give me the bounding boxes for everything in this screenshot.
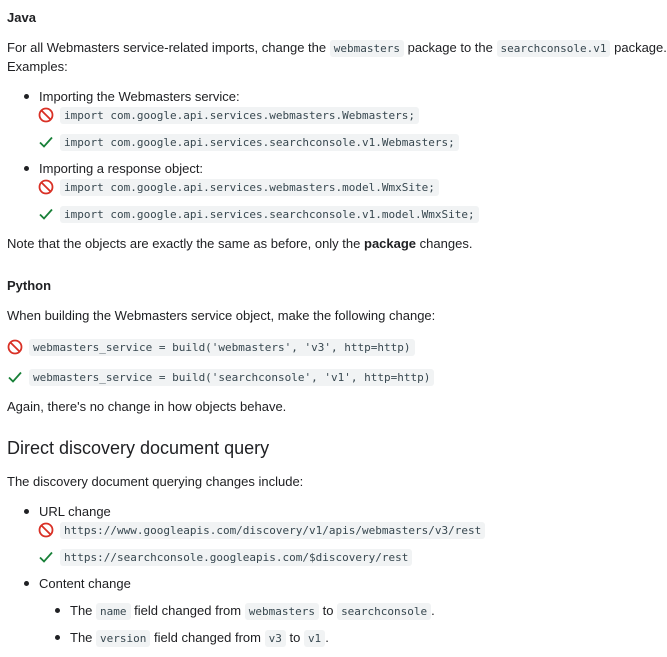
- code-good-import: import com.google.api.services.searchconsole.v1.model.WmxSite;: [60, 206, 479, 223]
- good-example: [38, 205, 479, 224]
- sub-text: .: [325, 630, 329, 645]
- code-bad-import: import com.google.api.services.webmasters.model.WmxSite;: [60, 179, 439, 196]
- sub-text: The: [70, 630, 93, 645]
- python-note: Again, there's no change in how objects behave.: [7, 399, 287, 414]
- good-example: [38, 133, 459, 152]
- checkmark-icon: [7, 369, 23, 385]
- java-note-bold: package: [364, 236, 417, 251]
- java-intro-examples: Examples:: [7, 59, 68, 74]
- java-intro-text-2: package to the: [407, 40, 493, 55]
- list-item-label: URL change: [39, 504, 111, 519]
- sub-text: field changed from: [154, 630, 261, 645]
- code-bad-import: import com.google.api.services.webmasters.Webmasters;: [60, 107, 419, 124]
- code-searchconsole-v1: searchconsole.v1: [497, 40, 611, 57]
- java-note-text: Note that the objects are exactly the same as before, only the: [7, 236, 361, 251]
- discovery-intro: The discovery document querying changes include:: [7, 474, 304, 489]
- bullet-icon: [24, 509, 29, 514]
- bullet-icon: [24, 94, 29, 99]
- java-intro-text-3: package.: [614, 40, 667, 55]
- list-item-content-change: [24, 575, 131, 593]
- bullet-icon: [55, 608, 60, 613]
- java-intro: [7, 39, 667, 58]
- code-field-name: name: [96, 603, 131, 620]
- sub-text: The: [70, 603, 93, 618]
- checkmark-icon: [38, 134, 54, 150]
- code-field-version: version: [96, 630, 150, 647]
- list-item-label: Content change: [39, 576, 131, 591]
- code-bad-url: https://www.googleapis.com/discovery/v1/apis/webmasters/v3/rest: [60, 522, 485, 539]
- good-example: [38, 548, 412, 567]
- sub-text: .: [431, 603, 435, 618]
- prohibited-icon: [38, 107, 54, 123]
- list-item-url-change: [24, 503, 111, 521]
- bad-example: [7, 338, 415, 357]
- prohibited-icon: [38, 179, 54, 195]
- discovery-heading: Direct discovery document query: [7, 438, 270, 458]
- code-to-value: searchconsole: [337, 603, 431, 620]
- list-item-import-service: [24, 88, 240, 106]
- java-intro-text: For all Webmasters service-related imports, change the: [7, 40, 327, 55]
- code-good-url: https://searchconsole.googleapis.com/$discovery/rest: [60, 549, 412, 566]
- java-note: [7, 235, 472, 253]
- code-to-value: v1: [304, 630, 325, 647]
- python-heading: Python: [7, 278, 52, 293]
- checkmark-icon: [38, 549, 54, 565]
- code-bad-build: webmasters_service = build('webmasters', 'v3', http=http): [29, 339, 415, 356]
- prohibited-icon: [7, 339, 23, 355]
- sub-list-item-version: [55, 629, 329, 648]
- sub-list-item-name: [55, 602, 435, 621]
- checkmark-icon: [38, 206, 54, 222]
- code-good-build: webmasters_service = build('searchconsole', 'v1', http=http): [29, 369, 434, 386]
- bullet-icon: [24, 581, 29, 586]
- sub-text: to: [322, 603, 334, 618]
- bad-example: [38, 521, 485, 540]
- bad-example: [38, 178, 439, 197]
- sub-text: to: [289, 630, 301, 645]
- python-intro: When building the Webmasters service object, make the following change:: [7, 308, 436, 323]
- good-example: [7, 368, 434, 387]
- java-heading: Java: [7, 10, 36, 25]
- bullet-icon: [55, 635, 60, 640]
- list-item-import-response: [24, 160, 203, 178]
- prohibited-icon: [38, 522, 54, 538]
- java-note-text-2: changes.: [419, 236, 473, 251]
- bad-example: [38, 106, 419, 125]
- code-from-value: webmasters: [245, 603, 319, 620]
- bullet-icon: [24, 166, 29, 171]
- code-from-value: v3: [265, 630, 286, 647]
- list-item-label: Importing the Webmasters service:: [39, 89, 240, 104]
- code-webmasters: webmasters: [330, 40, 404, 57]
- sub-text: field changed from: [134, 603, 242, 618]
- code-good-import: import com.google.api.services.searchconsole.v1.Webmasters;: [60, 134, 459, 151]
- list-item-label: Importing a response object:: [39, 161, 204, 176]
